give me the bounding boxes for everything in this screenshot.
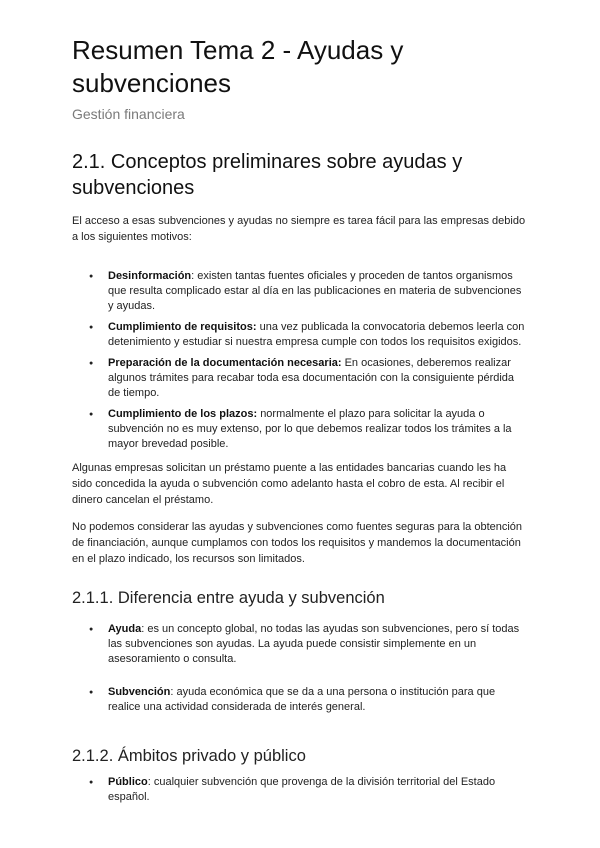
section-intro: El acceso a esas subvenciones y ayudas no siempre es tarea fácil para las empresas debido a los siguientes motivos:: [72, 215, 526, 243]
list-item-text: existen tantas fuentes oficiales y proceden de tantos organismos que resulta complicado estar al día en las publicaciones en materia de subvenciones y ayudas.: [108, 270, 522, 312]
document-subtitle: Gestión financiera: [72, 106, 185, 122]
motives-list: [72, 269, 528, 452]
list-item-text: En ocasiones, deberemos realizar algunos trámites para recabar toda esa documentación con la consiguiente pérdida de tiempo.: [108, 357, 515, 399]
list-item: ● Ayuda: es un concepto global, no todas las ayudas son subvenciones, pero sí todas las subvenciones son ayudas. La ayuda puede consistir simplemente en un asesoramiento o consulta.: [72, 622, 528, 667]
section-heading-2-1-1: 2.1.1. Diferencia entre ayuda y subvención: [72, 589, 385, 607]
list-item-text: una vez publicada la convocatoria debemos leerla con detenimiento y estudiar si nuestra empresa cumple con todos los requisitos exigidos.: [108, 321, 525, 348]
list-item: ● Desinformación: existen tantas fuentes oficiales y proceden de tantos organismos que resulta complicado estar al día en las publicaciones en materia de subvenciones y ayudas.: [72, 269, 528, 314]
list-item: [72, 356, 528, 401]
difference-list: [72, 622, 528, 715]
list-item-text: cualquier subvención que provenga de la división territorial del Estado español.: [108, 776, 496, 803]
paragraph-bridge-loan: Algunas empresas solicitan un préstamo puente a las entidades bancarias cuando les ha sido concedida la ayuda o subvención como adelanto hasta el cobro de esta. Al recibir el dinero cancelan el préstamo.: [72, 462, 507, 506]
list-item-text: es un concepto global, no todas las ayudas son subvenciones, pero sí todas las subvenciones son ayudas. La ayuda puede consistir simplemente en un asesoramiento o consulta.: [108, 623, 520, 665]
list-item-term: Cumplimiento de requisitos:: [108, 321, 257, 333]
paragraph-limited-resources: No podemos considerar las ayudas y subvenciones como fuentes seguras para la obtención de financiación, aunque cumplamos con todos los requisitos y mandemos la documentación en el plazo indicado, los recursos son limitados.: [72, 521, 523, 565]
list-item-term: Subvención: [108, 686, 171, 698]
list-item-term: Preparación de la documentación necesaria:: [108, 357, 342, 369]
document-title: Resumen Tema 2 - Ayudas y subvenciones: [72, 35, 404, 98]
section-heading-2-1: 2.1. Conceptos preliminares sobre ayudas y subvenciones: [72, 151, 463, 199]
list-item-text: ayuda económica que se da a una persona o institución para que realice una actividad considerada de interés general.: [108, 686, 496, 713]
list-item-term: Ayuda: [108, 623, 142, 635]
section-heading-2-1-2: 2.1.2. Ámbitos privado y público: [72, 747, 306, 765]
list-item-text: normalmente el plazo para solicitar la ayuda o subvención no es muy extenso, por lo que debemos realizar todos los trámites a la mayor brevedad posible.: [108, 408, 512, 450]
scope-list: [72, 775, 528, 805]
list-item: ● Subvención: ayuda económica que se da a una persona o institución para que realice una actividad considerada de interés general.: [72, 685, 528, 715]
list-item-term: Cumplimiento de los plazos:: [108, 408, 258, 420]
list-item-term: Público: [108, 776, 148, 788]
list-item: [72, 407, 528, 452]
list-item: [72, 320, 528, 350]
list-item-term: Desinformación: [108, 270, 192, 282]
list-item: ● Público: cualquier subvención que provenga de la división territorial del Estado español.: [72, 775, 528, 805]
